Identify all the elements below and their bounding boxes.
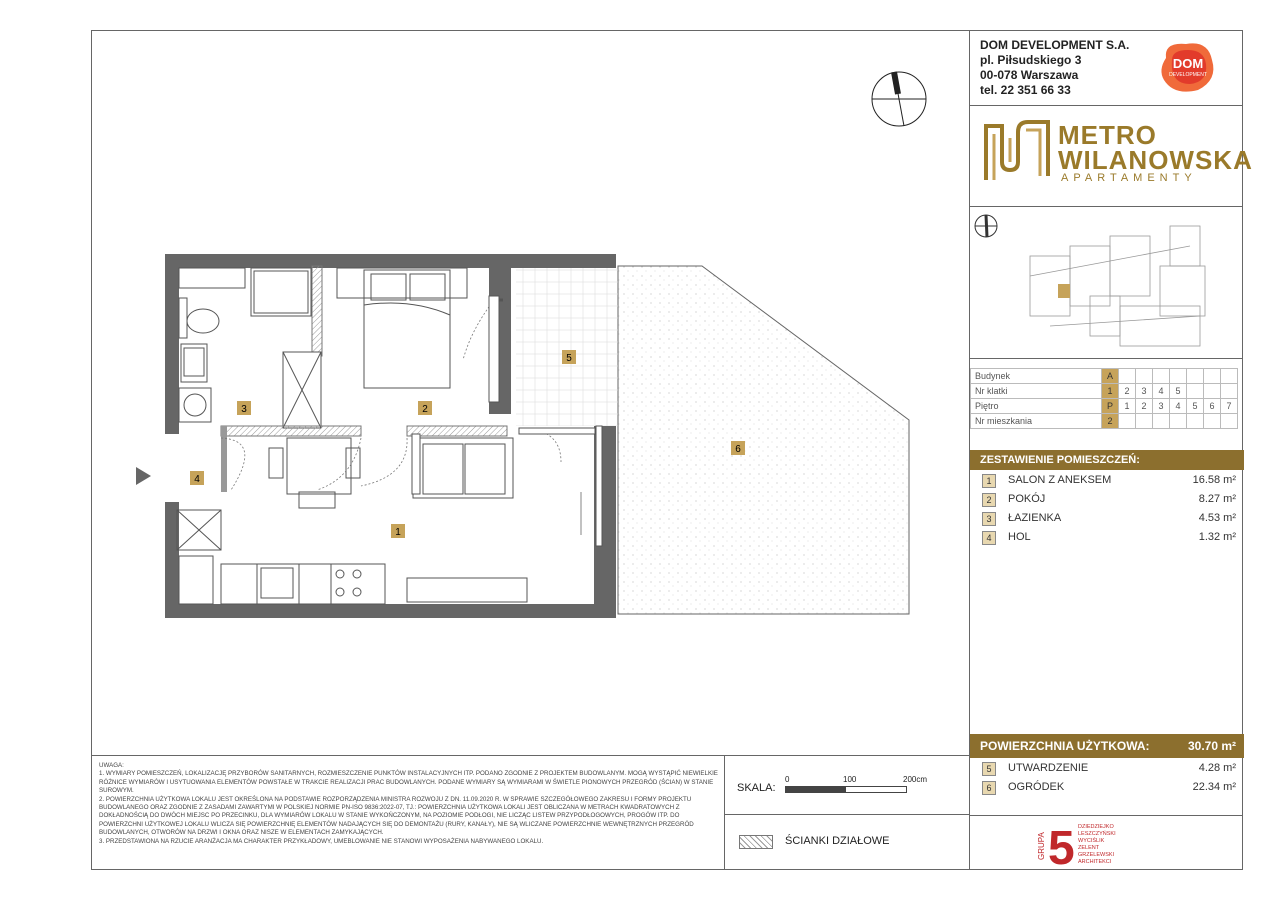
- info-cell: P: [1102, 399, 1119, 414]
- rooms-header: ZESTAWIENIE POMIESZCZEŃ:: [970, 450, 1244, 470]
- room-row: [970, 528, 1244, 546]
- note-3: 3. PRZEDSTAWIONA NA RZUCIE ARANŻACJA MA CHARAKTER PRZYKŁADOWY, UMEBLOWANIE NIE STANOWI WYPOSAŻENIA NABYWANEGO LOKALU.: [99, 837, 544, 845]
- bed: [337, 268, 467, 388]
- info-row-label: Nr klatki: [971, 384, 1102, 399]
- entrance-arrow-icon: [136, 467, 151, 485]
- sofa: [413, 438, 513, 498]
- info-cell: 7: [1221, 399, 1238, 414]
- svg-text:6: 6: [735, 444, 741, 455]
- garden-area: [618, 266, 909, 614]
- info-cell: [1136, 369, 1153, 384]
- notes-text: [99, 762, 719, 846]
- project-brand: [982, 118, 1253, 188]
- svg-text:2: 2: [422, 404, 428, 415]
- info-cell: 1: [1102, 384, 1119, 399]
- info-row: [971, 414, 1238, 429]
- room-area: 4.53 m²: [1198, 512, 1236, 524]
- info-row-label: Piętro: [971, 399, 1102, 414]
- info-cell: A: [1102, 369, 1119, 384]
- usable-area-value: 30.70 m²: [1187, 739, 1236, 753]
- svg-text:DZIEDZIEJKO: DZIEDZIEJKO: [1078, 824, 1114, 830]
- kitchen-counter: [177, 510, 527, 604]
- info-row-label: Nr mieszkania: [971, 414, 1102, 429]
- info-cell: 2: [1136, 399, 1153, 414]
- svg-text:GRZELEWSKI: GRZELEWSKI: [1078, 852, 1115, 858]
- legend-section: [725, 815, 969, 870]
- info-row: [971, 369, 1238, 384]
- info-cell: [1221, 384, 1238, 399]
- info-row: [971, 399, 1238, 414]
- apartment-info-table: [970, 368, 1238, 429]
- scale-label: SKALA:: [737, 782, 776, 794]
- company-info: [980, 38, 1129, 98]
- company-phone: tel. 22 351 66 33: [980, 83, 1071, 97]
- project-name-1: METRO: [1058, 120, 1157, 150]
- project-name-2: WILANOWSKA: [1058, 145, 1253, 175]
- floor-plan: [91, 30, 969, 755]
- room-name: HOL: [1008, 531, 1031, 543]
- room-label-4: [190, 471, 204, 485]
- svg-text:3: 3: [241, 404, 247, 415]
- notes-title: UWAGA:: [99, 762, 124, 769]
- svg-text:5: 5: [566, 353, 572, 364]
- svg-text:DEVELOPMENT: DEVELOPMENT: [1169, 72, 1207, 78]
- info-cell: [1136, 414, 1153, 429]
- room-label-5: [562, 350, 576, 364]
- key-plan: [970, 206, 1244, 358]
- room-label-1: [391, 524, 405, 538]
- note-1: 1. WYMIARY POMIESZCZEŃ, LOKALIZACJĘ PRZYBORÓW SANITARNYCH, ROZMIESZCZENIE PUNKTÓW INSTALACYJNYCH ITP. PODANO ZGODNIE Z PROJEKTEM BUDOWLANYM. MOGĄ WYSTĄPIĆ NIEWIELKIE RÓŻNICE WYMIARÓW I USYTUOWANIA ELEMENTÓW POWSTAŁE W TRAKCIE REALIZACJI PRAC BUDOWLANYCH. PODANE WYMIARY SĄ WYMIARAMI W ŚWIETLE PIONOWYCH PRZEGRÓD (ŚCIAN) W STANIE SUROWYM.: [99, 770, 718, 795]
- room-row: [970, 490, 1244, 508]
- info-cell: 2: [1119, 384, 1136, 399]
- info-cell: [1221, 414, 1238, 429]
- info-cell: [1221, 369, 1238, 384]
- info-cell: 6: [1204, 399, 1221, 414]
- info-cell: [1204, 414, 1221, 429]
- usable-area-bar: [970, 734, 1244, 758]
- room-label-2: [418, 401, 432, 415]
- scale-bar: [785, 786, 907, 793]
- key-plan-north-icon: [975, 215, 997, 237]
- svg-text:ZELENT: ZELENT: [1078, 845, 1100, 851]
- info-row-label: Budynek: [971, 369, 1102, 384]
- room-row: [970, 509, 1244, 527]
- room-number: 1: [982, 474, 996, 488]
- side-panel: [969, 30, 1253, 870]
- grupa5-logo-icon: [1036, 820, 1176, 870]
- info-cell: 5: [1170, 384, 1187, 399]
- dining-set: [269, 438, 360, 508]
- info-cell: [1153, 414, 1170, 429]
- north-arrow-icon: [872, 72, 926, 126]
- info-cell: 3: [1153, 399, 1170, 414]
- room-number: 6: [982, 781, 996, 795]
- company-name: DOM DEVELOPMENT S.A.: [980, 38, 1130, 52]
- terrace-area: [516, 266, 618, 426]
- legend-label: ŚCIANKI DZIAŁOWE: [785, 835, 890, 847]
- info-cell: [1153, 369, 1170, 384]
- svg-text:LESZCZYŃSKI: LESZCZYŃSKI: [1078, 831, 1116, 837]
- room-number: 4: [982, 531, 996, 545]
- note-2: 2. POWIERZCHNIA UŻYTKOWA LOKALU JEST OKREŚLONA NA PODSTAWIE ROZPORZĄDZENIA MINISTRA ROZWOJU Z DN. 11.09.2020 R. W SPRAWIE SZCZEGÓŁOWEGO ZAKRESU I FORMY PROJEKTU BUDOWLANEGO ORAZ ZGODNIE Z ZASADAMI ZAWARTYMI W POLSKIEJ NORMIE PN-ISO 9836:2022-07, TJ.: POWIERZCHNIA UŻYTKOWA LOKALI JEST OBLICZANA W METRACH KWADRATOWYCH Z DOKŁADNOŚCIĄ DO DWÓCH MIEJSC PO PRZECINKU, DLA WYMIARÓW LOKALU W STANIE WYKOŃCZONYM, NA POZIOMIE PODŁOGI, NIE LICZĄC LISTEW PRZYPODŁOGOWYCH, PROGÓW ITP. DO POWIERZCHNI UŻYTKOWEJ LOKALU WLICZA SIĘ POWIERZCHNIĘ ELEMENTÓW NADAJĄCYCH SIĘ DO DEMONTAŻU (RURY, KANAŁY), NIE SĄ WLICZANE POWIERZCHNIE WEWNĘTRZNYCH PRZEGRÓD BUDOWLANYCH, OTWORÓW NA DRZWI I OKNA ORAZ NISZE W ELEMENTACH ZAMYKAJĄCYCH.: [99, 795, 694, 837]
- room-name: OGRÓDEK: [1008, 781, 1065, 793]
- info-cell: [1187, 369, 1204, 384]
- svg-text:WYCIŚLIK: WYCIŚLIK: [1078, 838, 1105, 844]
- info-cell: [1187, 414, 1204, 429]
- svg-text:4: 4: [194, 474, 200, 485]
- metro-wilanowska-logo-icon: [982, 118, 1052, 184]
- info-row: [971, 384, 1238, 399]
- room-number: 5: [982, 762, 996, 776]
- info-cell: [1170, 369, 1187, 384]
- info-cell: [1119, 414, 1136, 429]
- room-area: 16.58 m²: [1192, 474, 1236, 486]
- info-cell: 1: [1119, 399, 1136, 414]
- scale-section: [725, 755, 969, 815]
- dom-logo-icon: [1156, 38, 1220, 96]
- room-row: [970, 778, 1244, 796]
- room-name: POKÓJ: [1008, 493, 1046, 505]
- room-area: 1.32 m²: [1198, 531, 1236, 543]
- room-area: 4.28 m²: [1198, 762, 1236, 774]
- room-row: [970, 759, 1244, 777]
- hatch-swatch: [739, 835, 773, 849]
- room-name: SALON Z ANEKSEM: [1008, 474, 1112, 486]
- info-cell: 2: [1102, 414, 1119, 429]
- scale-tick-200: 200cm: [903, 775, 928, 784]
- info-cell: 4: [1170, 399, 1187, 414]
- info-cell: [1170, 414, 1187, 429]
- room-label-6: [731, 441, 745, 455]
- scale-tick-100: 100: [843, 775, 857, 784]
- room-area: 22.34 m²: [1192, 781, 1236, 793]
- scale-tick-0: 0: [785, 775, 790, 784]
- room-row: [970, 471, 1244, 489]
- notes-section: [91, 755, 725, 870]
- info-cell: [1204, 384, 1221, 399]
- room-label-3: [237, 401, 251, 415]
- info-cell: [1187, 384, 1204, 399]
- company-address1: pl. Piłsudskiego 3: [980, 53, 1082, 67]
- room-number: 2: [982, 493, 996, 507]
- svg-text:DOM: DOM: [1172, 56, 1204, 71]
- company-address2: 00-078 Warszawa: [980, 68, 1079, 82]
- svg-text:ARCHITEKCI: ARCHITEKCI: [1078, 859, 1112, 865]
- project-name-3: APARTAMENTY: [1061, 172, 1197, 184]
- info-cell: [1204, 369, 1221, 384]
- room-name: ŁAZIENKA: [1008, 512, 1062, 524]
- info-cell: 3: [1136, 384, 1153, 399]
- info-cell: 4: [1153, 384, 1170, 399]
- room-number: 3: [982, 512, 996, 526]
- info-cell: 5: [1187, 399, 1204, 414]
- usable-area-label: POWIERZCHNIA UŻYTKOWA:: [980, 739, 1150, 753]
- info-cell: [1119, 369, 1136, 384]
- svg-text:GRUPA: GRUPA: [1037, 832, 1046, 860]
- room-area: 8.27 m²: [1198, 493, 1236, 505]
- svg-text:1: 1: [395, 527, 401, 538]
- svg-text:5: 5: [1048, 822, 1075, 870]
- room-name: UTWARDZENIE: [1008, 762, 1089, 774]
